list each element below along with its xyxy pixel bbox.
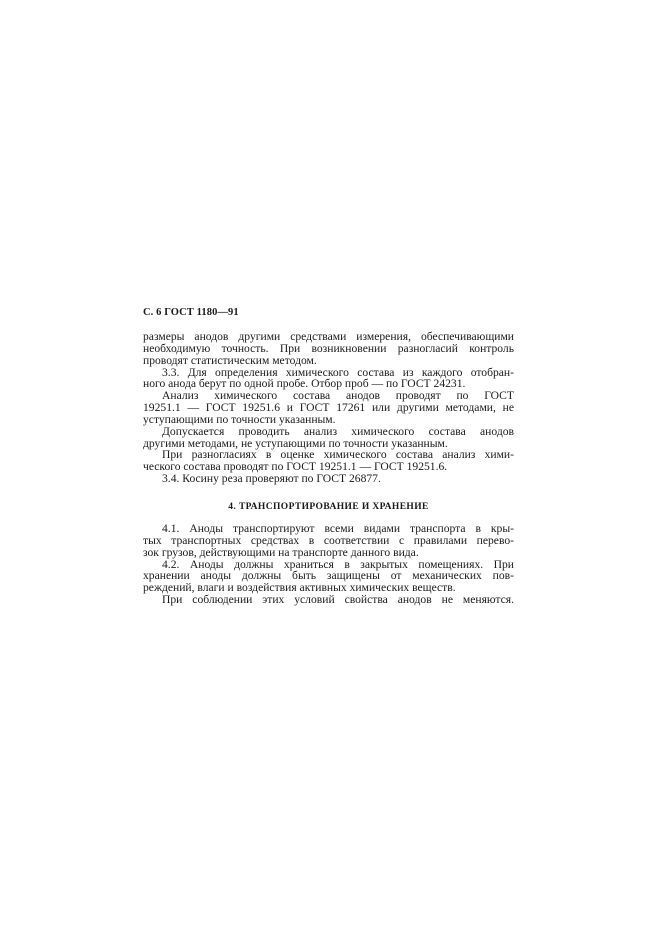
text-line: 3.3. Для определения химического состава из каждого отобран- <box>162 365 514 379</box>
text-line: проводят статистическим методом. <box>143 353 317 367</box>
text-line: 4.1. Аноды транспортируют всеми видами транспорта в кры- <box>162 522 514 535</box>
text-line: ного анода берут по одной пробе. Отбор проб — по ГОСТ 24231. <box>143 377 466 391</box>
text-line: необходимую точность. При возникновении разногласий контроль <box>143 341 514 355</box>
section-4-title: 4. ТРАНСПОРТИРОВАНИЕ И ХРАНЕНИЕ <box>228 502 429 512</box>
text-line: ческого состава проводят по ГОСТ 19251.1 — ГОСТ 19251.6. <box>143 460 448 474</box>
text-line: 3.4. Косину реза проверяют по ГОСТ 26877. <box>162 472 381 486</box>
text-line: 19251.1 — ГОСТ 19251.6 и ГОСТ 17261 или другими методами, не <box>143 401 514 415</box>
text-line: Допускается проводить анализ химического состава анодов <box>162 424 514 438</box>
text-line: уступающими по точности указанным. <box>143 412 336 426</box>
text-line: При соблюдении этих условий свойства анодов не меняются. <box>162 593 514 607</box>
text-line: хранении аноды должны быть защищены от механических пов- <box>143 569 514 583</box>
page-header: С. 6 ГОСТ 1180—91 <box>143 307 239 318</box>
text-line: Анализ химического состава анодов проводят по ГОСТ <box>162 389 514 403</box>
text-line: тых транспортных средствах в соответствии с правилами перево- <box>143 533 514 547</box>
section-3-text <box>143 331 514 485</box>
text-line: 4.2. Аноды должны храниться в закрытых помещениях. При <box>162 557 514 571</box>
section-4-text <box>143 523 514 606</box>
text-line: При разногласиях в оценке химического состава анализ хими- <box>162 448 514 462</box>
text-line: размеры анодов другими средствами измерения, обеспечивающими <box>143 330 514 343</box>
text-line: другими методами, не уступающими по точности указанным. <box>143 436 448 450</box>
text-line: зок грузов, действующими на транспорте данного вида. <box>143 545 419 559</box>
text-line: реждений, влаги и воздействия активных химических веществ. <box>143 581 456 595</box>
